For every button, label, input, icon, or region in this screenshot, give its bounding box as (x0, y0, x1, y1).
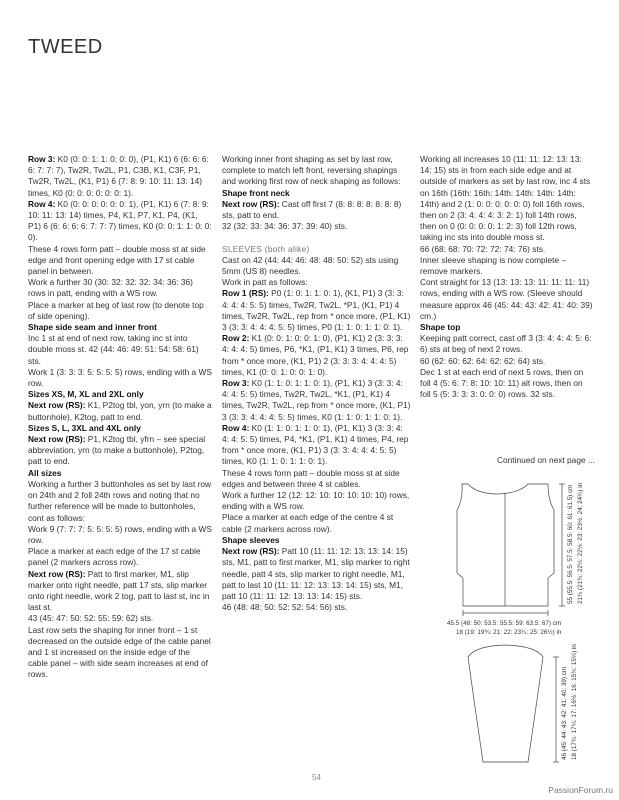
instruction-text: Work in patt as follows: (222, 277, 308, 288)
instruction-text: Dec 1 st at each end of next 5 rows, then on foll 4 (5: 6: 7: 8: 10: 10: 11) alt rows, then on foll 5 (5: 3: 3: 3: 0: 0: 0) rows. 32 sts. (420, 366, 584, 400)
instruction-text: Patt 10 (11: 11: 12: 13: 13: 14: 15) sts, M1, patt to first marker, M1, slip marker to right needle, patt 4 sts, slip marker to right needle, M1, patt to last 10 (11: 11: 12: 13: 13: 14: 15) sts, M1, patt 10 (11: 11: 12: 13: 13: 14: 15) sts. (222, 546, 410, 601)
section-heading: Shape side seam and inner front (28, 322, 157, 333)
sleeve-length-in-label: 18 (17¾: 17¼: 17: 16½: 16: 15¾: 15¼) in (571, 644, 578, 760)
row-label: Next row (RS): (222, 198, 280, 209)
instruction-text: K1, P2tog tbl, yon, yrn (to make a buttonhole), K2tog, patt to end. (28, 400, 212, 422)
instruction-text: P0 (1: 0: 1: 1: 0: 1), (K1, P1) 3 (3: 3: 4: 4: 4: 5: 5) times, Tw2R, Tw2L, *P1, (K1, P1) 4 times, Tw2R, Tw2L, rep from * once more, (P1, K1) 3 (3: 3: 4: 4: 4: 5: 5) times, P0 (1: 1: 0: 1: 1: 0: 1). (222, 288, 411, 333)
instruction-text: Inner sleeve shaping is now complete – remove markers. (420, 254, 567, 277)
sleeve-outline (468, 645, 543, 762)
row-label: Next row (RS): (28, 568, 86, 579)
section-heading: Sizes XS, M, XL and 2XL only (28, 389, 144, 400)
watermark: PassionForum.ru (548, 785, 613, 795)
section-heading: Shape sleeves (222, 534, 280, 545)
instruction-text: Place a marker at each edge of the centre 4 st cable (2 markers across row). (222, 512, 394, 534)
instruction-text: Place a marker at each edge of the 17 st cable panel (2 markers across row). (28, 546, 201, 568)
instruction-text: P1, K2tog tbl, yfrn – see special abbreviation, yrn (to make a buttonhole), P2tog, patt to end. (28, 434, 206, 467)
instruction-text: K0 (0: 0: 1: 1: 0: 0: 0), (P1, K1) 6 (6: 6: 6: 6: 7: 7: 7), Tw2R, Tw2L, P1, C3B, K1, C3F, P1, Tw2R, Tw2L, (K1, P1) 6 (7: 8: 9: 10: 11: 13: 14) times, K0 (0: 0: 0: 0: 0: 0: 1). (28, 154, 209, 198)
instruction-text: Working a further 3 buttonholes as set by last row on 24th and 2 foll 24th rows and noting that no further reference will be made to buttonholes, cont as follows: (28, 478, 212, 523)
instruction-text: Inc 1 st at end of next row, taking inc st into double moss st. 42 (44: 46: 49: 51: 54: 58: 61) sts. (28, 333, 199, 366)
instruction-text: Cont straight for 13 (13: 13: 13: 11: 11: 11: 11) rows, ending with a WS row. (Sleeve should measure approx 46 (45: 44: 43: 42: 41: 40: 39) cm.) (420, 277, 593, 321)
instruction-text: K0 (1: 1: 0: 1: 1: 0: 1), (P1, K1) 3 (3: 3: 4: 4: 4: 5: 5) times, P4, *K1, (P1, K1) 4 times, P4, rep from * once more, (K1, P1) 3 (3: 3: 4: 4: 4: 5: 5) times, K0 (1: 1: 0: 1: 1: 0: 1). (222, 422, 409, 467)
instruction-text: These 4 rows form patt – double moss st at side edge and front opening edge with 17 st cable panel in between. (28, 243, 206, 277)
instruction-text: Cast off first 7 (8: 8: 8: 8: 8: 8: 8) sts, patt to end. (222, 198, 402, 221)
instruction-text: 43 (45: 47: 50: 52: 55: 59: 62) sts. (28, 613, 154, 624)
instruction-text: K0 (0: 0: 0: 0: 0: 0: 1), (P1, K1) 6 (7: 8: 9: 10: 11: 13: 14) times, P4, K1, P7, K1, P4, (K1, P1) 6 (6: 6: 6: 6: 7: 7: 7) times, K0 (0: 0: 1: 1: 0: 0: 0). (28, 198, 212, 243)
instruction-text: Patt to first marker, M1, slip marker onto right needle, patt 17 sts, slip marker onto right needle, work 2 tog, patt to last st, inc in last st. (28, 568, 210, 613)
row-label: Row 4: (222, 422, 250, 433)
instruction-text: These 4 rows form patt – double moss st at side edges and between three 4 st cables. (222, 467, 400, 489)
body-width-cm-label: 45.5 (48: 50: 53.5: 55.5: 59: 63.5: 67) cm (447, 620, 562, 627)
instruction-text: Work a further 30 (30: 32: 32: 32: 34: 36: 36) rows in patt, ending with a WS row. (28, 277, 193, 299)
body-outline (457, 484, 554, 606)
instruction-text: Work a further 12 (12: 12: 10: 10: 10: 10: 10) rows, ending with a WS row. (222, 490, 410, 512)
row-label: Row 1 (RS): (222, 288, 269, 299)
row-label: Row 3: (28, 154, 56, 164)
instruction-text: 46 (48: 48: 50: 52: 52: 54: 56) sts. (222, 602, 348, 613)
section-heading: Shape front neck (222, 187, 290, 198)
page-number: 54 (312, 773, 321, 782)
continued-note: Continued on next page ... (497, 455, 595, 465)
instruction-text: Cast on 42 (44: 44: 46: 48: 48: 50: 52) sts using 5mm (US 8) needles. (222, 254, 399, 277)
body-schematic (457, 484, 565, 616)
pattern-title: TWEED (28, 36, 103, 58)
instruction-text: Work 1 (3: 3: 3: 5: 5: 5: 5) rows, ending with a WS row. (28, 366, 212, 389)
instruction-text: 32 (32: 33: 34: 36: 37: 39: 40) sts. (222, 221, 348, 232)
body-length-cm-label: 55 (55.5: 56.5: 57.5: 58.5: 60: 61: 61.5) cm (567, 484, 574, 604)
instruction-text: K0 (1: 1: 0: 1: 1: 0: 1), (P1, K1) 3 (3: 3: 4: 4: 4: 5: 5) times, Tw2R, Tw2L, *K1, (P1, K1) 4 times, Tw2R, Tw2L, rep from * once more, (K1, P1) 3 (3: 3: 4: 4: 4: 5: 5) times, K0 (1: 1: 0: 1: 1: 0: 1). (222, 378, 411, 422)
sleeve-length-cm-label: 46 (45: 44: 43: 42: 41: 40: 39) cm (561, 666, 568, 760)
row-label: Row 4: (28, 198, 56, 209)
body-width-in-label: 18 (19: 19¾: 21: 22: 23¼: 25: 26½) in (456, 629, 562, 636)
row-label: Row 3: (222, 378, 250, 389)
section-heading: SLEEVES (both alike) (222, 243, 310, 254)
instruction-text: Place a marker at beg of last row (to denote top of side opening). (28, 299, 204, 321)
instruction-text: Keeping patt correct, cast off 3 (3: 4: 4: 4: 5: 6: 6) sts at beg of next 2 rows. (420, 333, 592, 355)
body-length-in-label: 21¾ (21¾: 22¼: 22½: 23: 23½: 24: 24¼) in (577, 482, 584, 604)
row-label: Next row (RS): (222, 546, 280, 557)
row-label: Row 2: (222, 333, 250, 344)
instruction-text: Working inner front shaping as set by last row, complete to match left front, reversing shapings and working first row of neck shaping as follows: (222, 154, 401, 187)
section-heading: Shape top (420, 322, 461, 333)
instruction-text: Last row sets the shaping for inner front – 1 st decreased on the outside edge of the cable panel and 1 st increased on the inside edge of the cable panel – with side seam increases at end of rows. (28, 624, 211, 680)
instruction-text: 66 (68: 68: 70: 72: 72: 74: 76) sts. (420, 243, 546, 254)
instruction-text: K1 (0: 0: 1: 0: 0: 1: 0), (P1, K1) 2 (3: 3: 3: 4: 4: 4: 5) times, P6, *K1, (P1, K1) 3 times, P6, rep from * once more, (K1, P1) 2 (3: 3: 3: 4: 4: 4: 5) times, K1 (0: 0: 1: 0: 0: 1: 0). (222, 333, 409, 377)
row-label: Next row (RS): (28, 400, 86, 411)
sleeve-schematic (468, 645, 559, 762)
instruction-text: Work 9 (7: 7: 7: 5: 5: 5: 5) rows, ending with a WS row. (28, 523, 212, 545)
section-heading: Sizes S, L, 3XL and 4XL only (28, 422, 141, 433)
section-heading: All sizes (28, 467, 62, 478)
row-label: Next row (RS): (28, 434, 86, 445)
instruction-text: 60 (62: 60: 62: 64: 62: 62: 64) sts. (420, 355, 546, 366)
instruction-text: Working all increases 10 (11: 11: 12: 13: 13: 14: 15) sts in from each side edge and at outside of markers as set by last row, inc 4 sts on 16th (16th: 16th: 14th: 14th: 14th: 14th: 14th) and 2 (1: 0: 0: 0: 0: 0: 0) foll 16th rows, then on 2 (3: 4: 4: 4: 3: 2: 1) foll 14th rows, then on 0 (0: 0: 0: 0: 1: 2: 3) foll 12th rows, taking inc sts into double moss st. (420, 154, 591, 243)
